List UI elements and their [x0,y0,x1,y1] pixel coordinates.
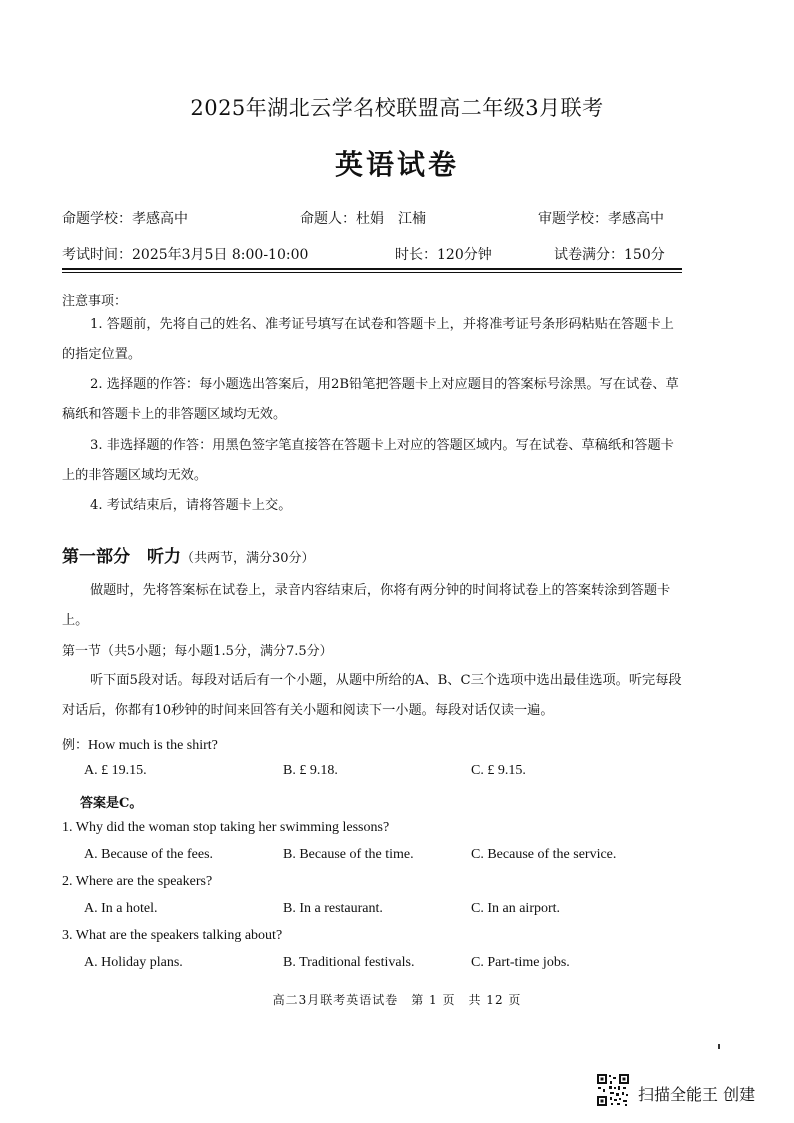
part1-title-text: 第一部分 听力 [62,547,181,567]
q2-option-c: C. In an airport. [471,901,561,916]
question-1: 1. Why did the woman stop taking her swimming lessons? [62,820,390,835]
page-footer: 高二3月联考英语试卷 第 1 页 共 12 页 [272,993,522,1007]
question-3: 3. What are the speakers talking about? [62,928,283,943]
note-item: 2. 选择题的作答：每小题选出答案后，用2B铅笔把答题卡上对应题目的答案标号涂黑。写在试卷、草稿纸和答题卡上的非答题区域均无效。 [62,377,679,422]
meta-time: 考试时间：2025年3月5日 8:00-10:00 [62,247,309,263]
exam-title: 2025年湖北云学名校联盟高二年级3月联考 [190,96,604,120]
q3-option-b: B. Traditional festivals. [283,955,415,970]
q2-option-b: B. In a restaurant. [283,901,383,916]
meta-duration: 时长：120分钟 [395,247,492,263]
section1-title: 第一节（共5小题；每小题1.5分，满分7.5分） [62,644,333,659]
part1-intro: 做题时，先将答案标在试卷上，录音内容结束后，你将有两分钟的时间将试卷上的答案转涂到答题卡上。 [62,583,671,628]
header-rule-top [62,268,682,270]
note-item: 1. 答题前，先将自己的姓名、准考证号填写在试卷和答题卡上，并将准考证号条形码粘贴在答题卡上的指定位置。 [62,317,674,362]
example-option-c: C. £ 9.15. [471,763,526,778]
notes-heading: 注意事项： [62,294,128,309]
part1-title [62,542,315,567]
meta-authors: 命题人：杜娟 江楠 [300,211,426,227]
example-option-a: A. £ 19.15. [84,763,147,778]
question-2: 2. Where are the speakers? [62,874,213,889]
q1-option-c: C. Because of the service. [471,847,617,862]
exam-subtitle: 英语试卷 [334,148,459,181]
stray-mark [718,1044,720,1049]
example-option-b: B. £ 9.18. [283,763,338,778]
q1-option-b: B. Because of the time. [283,847,414,862]
meta-full-score: 试卷满分：150分 [554,247,665,263]
part1-note: （共两节，满分30分） [181,551,315,566]
q1-option-a: A. Because of the fees. [84,847,214,862]
example-question [62,734,218,754]
q3-option-c: C. Part-time jobs. [471,955,570,970]
example-question-text: How much is the shirt? [88,738,218,753]
q2-option-a: A. In a hotel. [84,901,158,916]
note-item: 4. 考试结束后，请将答题卡上交。 [90,498,292,513]
example-answer: 答案是C。 [80,796,143,811]
meta-reviewer: 审题学校：孝感高中 [538,211,664,227]
example-prefix: 例： [62,738,89,753]
header-rule-bottom [62,272,682,273]
meta-school: 命题学校：孝感高中 [62,211,188,227]
scanner-watermark: 扫描全能王 创建 [638,1085,756,1104]
q3-option-a: A. Holiday plans. [84,955,183,970]
note-item: 3. 非选择题的作答：用黑色签字笔直接答在答题卡上对应的答题区域内。写在试卷、草稿纸和答题卡上的非答题区域均无效。 [62,438,674,483]
section1-intro: 听下面5段对话。每段对话后有一个小题，从题中所给的A、B、C三个选项中选出最佳选项。听完每段对话后，你都有10秒钟的时间来回答有关小题和阅读下一小题。每段对话仅读一遍。 [62,673,682,718]
qr-code-icon [596,1073,630,1107]
